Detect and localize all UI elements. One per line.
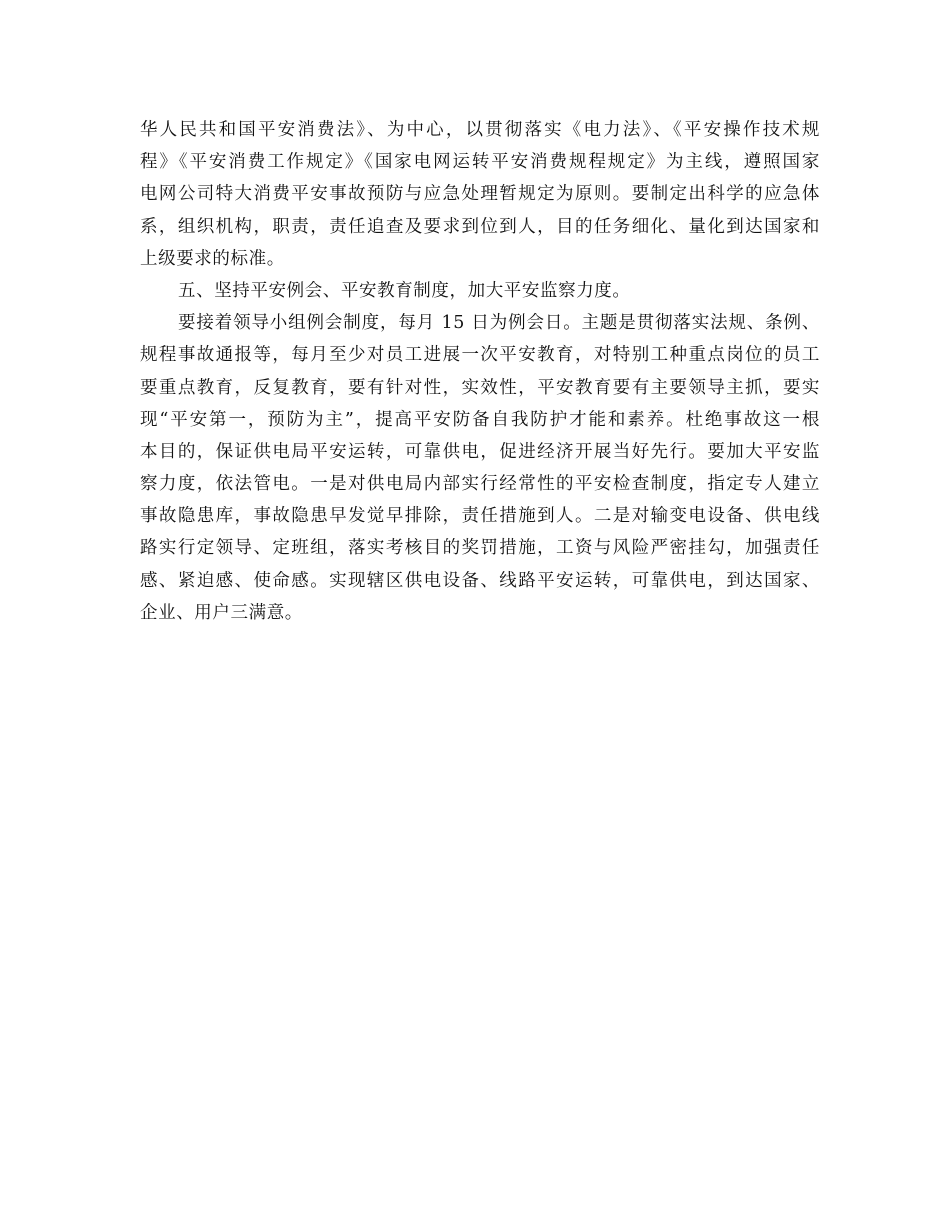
text-line: 事故隐患库，事故隐患早发觉早排除，责任措施到人。二是对输变电设备、供电线 bbox=[140, 506, 820, 527]
paragraph-2-line-1 bbox=[140, 275, 820, 307]
text-line: 察力度，依法管电。一是对供电局内部实行经常性的平安检查制度，指定专人建立 bbox=[140, 474, 820, 495]
text-line: 华人民共和国平安消费法》、为中心，以贯彻落实《电力法》、《平安操作技术规 bbox=[140, 120, 820, 140]
text-line: 企业、用户三满意。 bbox=[140, 602, 303, 623]
paragraph-1-line-4 bbox=[140, 211, 820, 243]
text-line: 路实行定领导、定班组，落实考核目的奖罚措施，工资与风险严密挂勾，加强责任 bbox=[140, 538, 820, 559]
text-line: 现“平安第一，预防为主”，提高平安防备自我防护才能和素养。杜绝事故这一根 bbox=[140, 409, 820, 430]
text-line: 程》《平安消费工作规定》《国家电网运转平安消费规程规定》为主线，遵照国家 bbox=[140, 152, 820, 173]
text-line: 系，组织机构，职责，责任追查及要求到位到人，目的任务细化、量化到达国家和 bbox=[140, 216, 820, 237]
text-line: 电网公司特大消费平安事故预防与应急处理暂规定为原则。要制定出科学的应急体 bbox=[140, 184, 820, 205]
paragraph-3-line-7 bbox=[140, 500, 820, 532]
paragraph-3-line-5 bbox=[140, 436, 820, 468]
paragraph-3-line-9 bbox=[140, 565, 820, 597]
paragraph-3-line-3 bbox=[140, 372, 820, 404]
text-line: 本目的，保证供电局平安运转，可靠供电，促进经济开展当好先行。要加大平安监 bbox=[140, 441, 820, 462]
paragraph-3-line-8 bbox=[140, 532, 820, 564]
paragraph-3-line-4 bbox=[140, 404, 820, 436]
paragraph-1-line-1 bbox=[140, 114, 820, 146]
paragraph-1-line-2 bbox=[140, 146, 820, 178]
text-line: 感、紧迫感、使命感。实现辖区供电设备、线路平安运转，可靠供电，到达国家、 bbox=[140, 570, 820, 591]
text-line: 规程事故通报等，每月至少对员工进展一次平安教育，对特别工种重点岗位的员工 bbox=[140, 345, 820, 366]
paragraph-1-line-3 bbox=[140, 178, 820, 210]
paragraph-3-line-2 bbox=[140, 339, 820, 371]
document-body bbox=[140, 114, 820, 629]
paragraph-3-line-1 bbox=[140, 307, 820, 339]
text-line: 上级要求的标准。 bbox=[140, 248, 285, 269]
text-line: 要重点教育，反复教育，要有针对性，实效性，平安教育要有主要领导主抓，要实 bbox=[140, 377, 820, 398]
paragraph-3-line-10 bbox=[140, 597, 820, 629]
section-heading: 五、坚持平安例会、平安教育制度，加大平安监察力度。 bbox=[178, 280, 631, 301]
paragraph-3-line-6 bbox=[140, 468, 820, 500]
paragraph-1-line-5 bbox=[140, 243, 820, 275]
text-line: 要接着领导小组例会制度，每月 15 日为例会日。主题是贯彻落实法规、条例、 bbox=[178, 313, 820, 334]
